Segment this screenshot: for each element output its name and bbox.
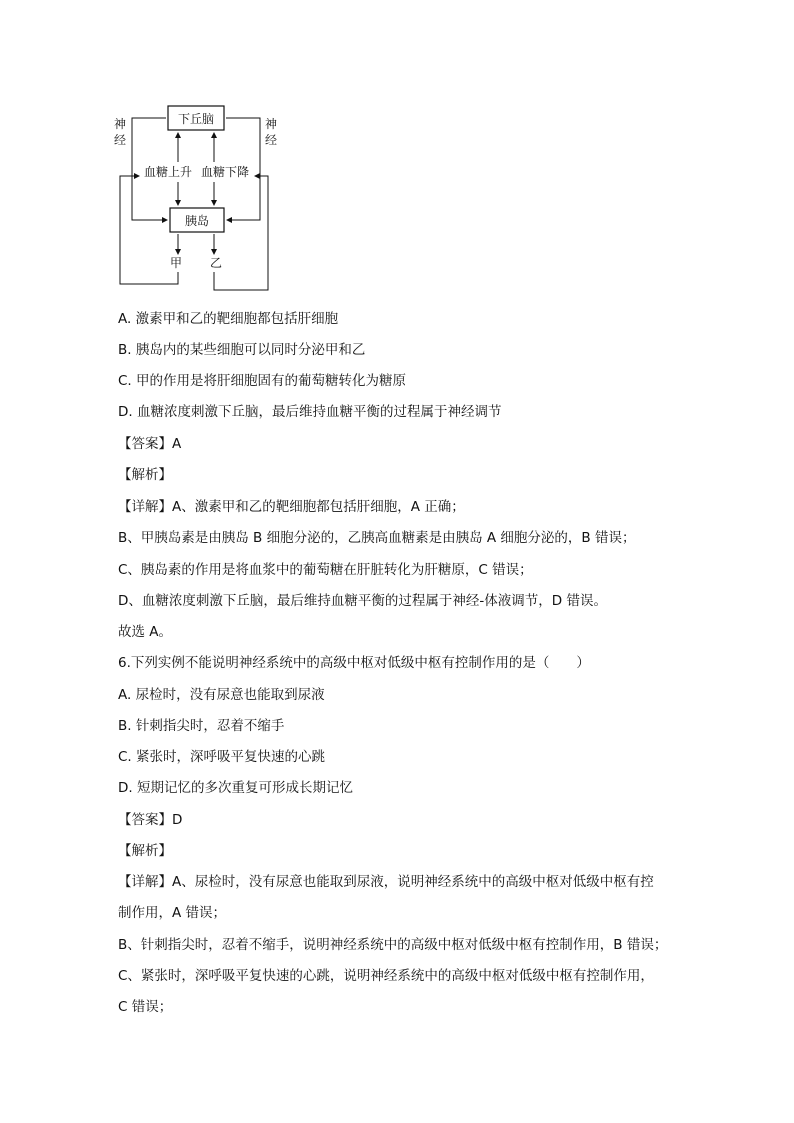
hormone-jia-label: 甲 [169, 256, 183, 270]
pancreatic-islet-label: 胰岛 [184, 214, 210, 228]
answer: 【答案】A [118, 436, 182, 452]
q6-detail-a-cont: 制作用，A 错误； [118, 905, 227, 921]
hypothalamus-label: 下丘脑 [177, 112, 215, 126]
q6-detail-c: C、紧张时，深呼吸平复快速的心跳，说明神经系统中的高级中枢对低级中枢有控制作用， [118, 968, 654, 984]
q6-detail-b: B、针刺指尖时，忍着不缩手，说明神经系统中的高级中枢对低级中枢有控制作用，B 错误； [118, 937, 668, 953]
question-6: 6.下列实例不能说明神经系统中的高级中枢对低级中枢有控制作用的是（ ） [118, 655, 590, 671]
hormone-yi-label: 乙 [209, 256, 223, 270]
q6-detail-a: 【详解】A、尿检时，没有尿意也能取到尿液，说明神经系统中的高级中枢对低级中枢有控 [118, 874, 654, 890]
analysis-heading: 【解析】 [118, 467, 172, 483]
left-nerve-label-2: 经 [113, 133, 127, 147]
blood-sugar-regulation-diagram [108, 104, 288, 300]
detail-b: B、甲胰岛素是由胰岛 B 细胞分泌的，乙胰高血糖素是由胰岛 A 细胞分泌的，B 错误； [118, 530, 636, 546]
q6-detail-c-cont: C 错误； [118, 999, 173, 1015]
option-a: A. 激素甲和乙的靶细胞都包括肝细胞 [118, 311, 339, 327]
blood-sugar-rise-label: 血糖上升 [143, 165, 193, 179]
q6-option-a: A. 尿检时，没有尿意也能取到尿液 [118, 687, 325, 703]
q6-answer: 【答案】D [118, 812, 183, 828]
detail-a: 【详解】A、激素甲和乙的靶细胞都包括肝细胞，A 正确； [118, 499, 465, 515]
q6-option-b: B. 针刺指尖时，忍着不缩手 [118, 718, 285, 734]
blood-sugar-fall-label: 血糖下降 [200, 165, 250, 179]
q6-analysis-heading: 【解析】 [118, 843, 172, 859]
option-d: D. 血糖浓度刺激下丘脑，最后维持血糖平衡的过程属于神经调节 [118, 404, 502, 420]
q6-option-c: C. 紧张时，深呼吸平复快速的心跳 [118, 749, 326, 765]
option-c: C. 甲的作用是将肝细胞固有的葡萄糖转化为糖原 [118, 373, 407, 389]
detail-c: C、胰岛素的作用是将血浆中的葡萄糖在肝脏转化为肝糖原，C 错误； [118, 562, 533, 578]
right-nerve-label-2: 经 [264, 133, 278, 147]
conclusion: 故选 A。 [118, 624, 173, 640]
option-b: B. 胰岛内的某些细胞可以同时分泌甲和乙 [118, 342, 366, 358]
right-nerve-label-1: 神 [264, 117, 278, 131]
q6-option-d: D. 短期记忆的多次重复可形成长期记忆 [118, 780, 353, 796]
left-nerve-label-1: 神 [113, 117, 127, 131]
detail-d: D、血糖浓度刺激下丘脑，最后维持血糖平衡的过程属于神经-体液调节，D 错误。 [118, 593, 607, 609]
